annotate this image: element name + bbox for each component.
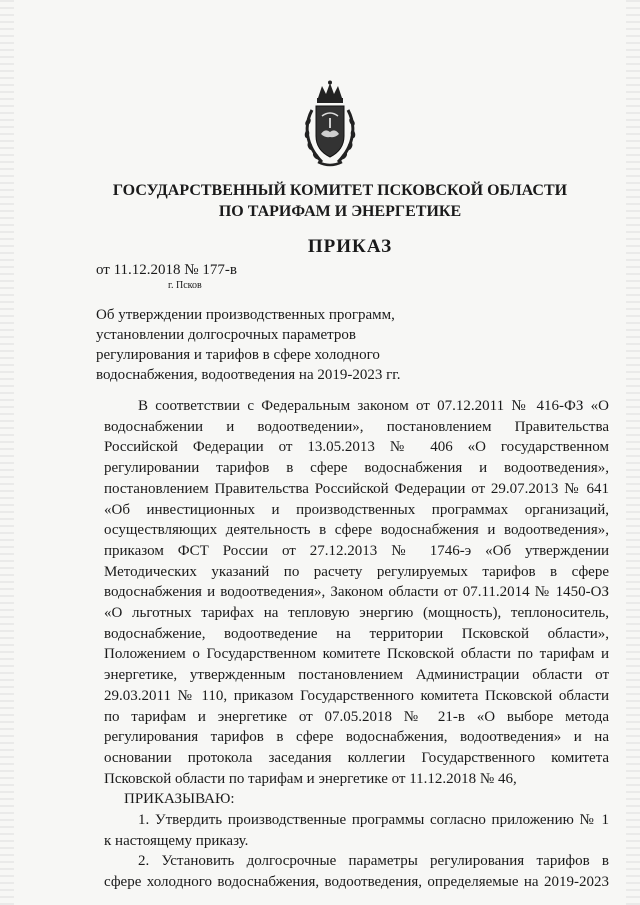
body-line: постановлением Правительства Российской Федерации от 29.07.2013 № 641 bbox=[104, 480, 609, 497]
preamble-body bbox=[104, 396, 609, 893]
city-label: г. Псков bbox=[168, 280, 202, 291]
item-1-line: 1. Утвердить производственные программы согласно приложению № 1 bbox=[138, 812, 609, 829]
order-subject bbox=[96, 305, 426, 385]
order-date-number: от 11.12.2018 № 177-в bbox=[96, 262, 237, 278]
body-line: регулирования тарифов в сфере водоснабжения, водоотведения» и на bbox=[104, 729, 609, 746]
scan-edge-left bbox=[0, 0, 14, 905]
body-line: Российской Федерации от 13.05.2013 № 406 «О государственном bbox=[104, 439, 609, 456]
body-line: «О льготных тарифах на тепловую энергию (мощность), теплоноситель, bbox=[104, 605, 609, 622]
body-line: водоснабжение, водоотведение на территории Псковской области», bbox=[104, 625, 609, 642]
decree-word: ПРИКАЗЫВАЮ: bbox=[124, 791, 235, 808]
item-1-line: к настоящему приказу. bbox=[104, 832, 249, 849]
scan-edge-right bbox=[626, 0, 640, 905]
committee-name-line-2: ПО ТАРИФАМ И ЭНЕРГЕТИКЕ bbox=[218, 203, 462, 220]
subject-line: регулирования и тарифов в сфере холодного bbox=[96, 347, 380, 363]
body-line: 29.03.2011 № 110, приказом Государственного комитета Псковской области bbox=[104, 687, 609, 704]
body-line: по тарифам и энергетике от 07.05.2018 № 21-в «О выборе метода bbox=[104, 708, 609, 725]
body-line: Методических указаний по расчету регулируемых тарифов в сфере bbox=[104, 563, 609, 580]
subject-line: Об утверждении производственных программ, bbox=[96, 307, 395, 323]
body-line: «Об инвестиционных и производственных программах организаций, bbox=[104, 501, 609, 518]
document-title: ПРИКАЗ bbox=[307, 236, 393, 257]
body-line: В соответствии с Федеральным законом от 07.12.2011 № 416-ФЗ «О bbox=[138, 398, 609, 414]
body-line: приказом ФСТ России от 27.12.2013 № 1746-э «Об утверждении bbox=[104, 542, 609, 559]
body-line: Положением о Государственном комитете Псковской области по тарифам и bbox=[104, 646, 609, 663]
body-line: водоснабжении и водоотведении», постановлением Правительства bbox=[104, 418, 609, 435]
committee-name-line-1: ГОСУДАРСТВЕННЫЙ КОМИТЕТ ПСКОВСКОЙ ОБЛАСТИ bbox=[112, 182, 568, 199]
body-line: регулировании тарифов в сфере водоснабжения и водоотведения», bbox=[104, 460, 609, 477]
body-line: основании протокола заседания коллегии Государственного комитета bbox=[104, 749, 609, 766]
pskov-coat-of-arms-icon bbox=[300, 80, 360, 170]
body-line: водоснабжения и водоотведения», Законом области от 07.11.2014 № 1450-ОЗ bbox=[104, 584, 609, 601]
subject-line: установлении долгосрочных параметров bbox=[96, 327, 356, 343]
subject-line: водоснабжения, водоотведения на 2019-2023 гг. bbox=[96, 367, 401, 383]
item-2-line: сфере холодного водоснабжения, водоотведения, определяемые на 2019-2023 bbox=[104, 874, 609, 891]
item-2-line: 2. Установить долгосрочные параметры регулирования тарифов в bbox=[138, 853, 609, 870]
body-line: Псковской области по тарифам и энергетике от 11.12.2018 № 46, bbox=[104, 770, 517, 787]
body-line: энергетике, утвержденным постановлением Администрации области от bbox=[104, 667, 609, 684]
body-line: осуществляющих деятельность в сфере водоснабжения и водоотведения», bbox=[104, 522, 609, 539]
